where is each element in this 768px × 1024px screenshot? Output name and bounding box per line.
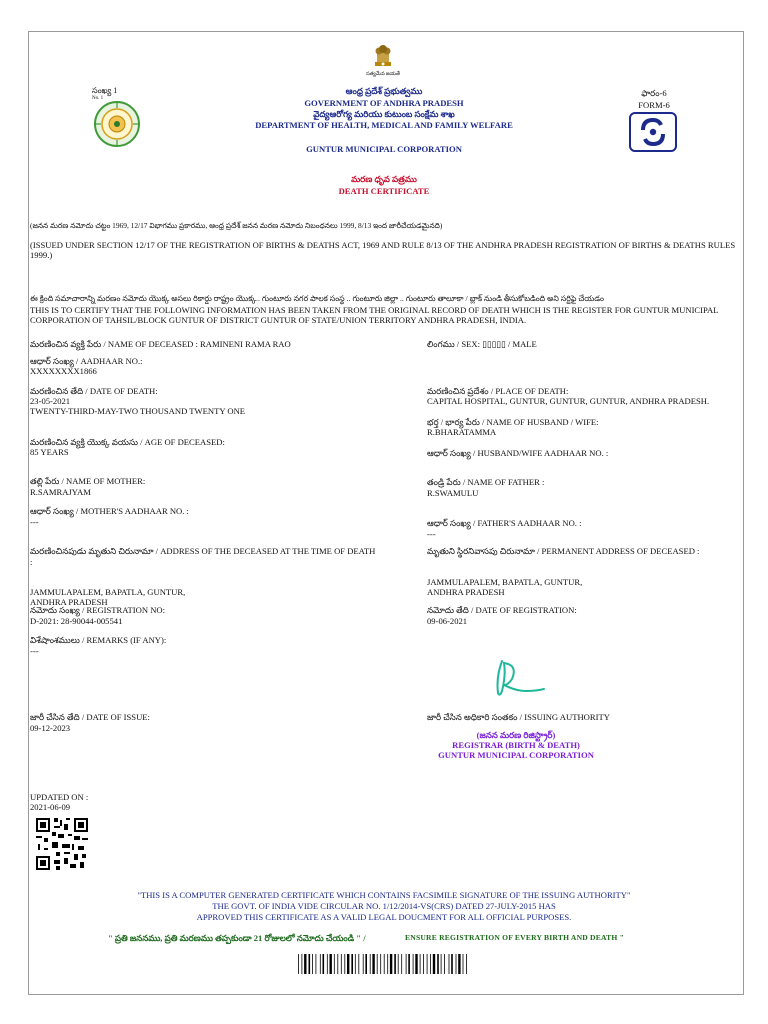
registration-date-label: నమోదు తేది / DATE OF REGISTRATION: xyxy=(427,605,577,615)
spouse-name-label: భర్త / భార్య పేరు / NAME OF HUSBAND / WIFE: xyxy=(427,417,599,427)
address-line2: ANDHRA PRADESH xyxy=(30,597,108,607)
title-english: DEATH CERTIFICATE xyxy=(338,186,430,196)
number-label: No. 1 xyxy=(92,96,104,101)
emblem-motto: సత్యమేవ జయతే xyxy=(366,72,400,77)
mother-name-value: R.SAMRAJYAM xyxy=(30,487,91,497)
age-value: 85 YEARS xyxy=(30,447,69,457)
issuing-authority-label: జారీ చేసిన అధికారి సంతకం / ISSUING AUTHORITY xyxy=(427,712,610,722)
gov-english: GOVERNMENT OF ANDHRA PRADESH xyxy=(304,98,464,108)
mother-aadhaar-value: --- xyxy=(30,517,39,527)
footer-line3: APPROVED THIS CERTIFICATE AS A VALID LEGAL DOUCMENT FOR ALL OFFICIAL PURPOSES. xyxy=(196,912,572,922)
certify-telugu: ఈ క్రింది సమాచారాన్ని మరణం నమోదు యొక్క అసలు రికార్డు రాష్ట్రం యొక్క.. గుంటూరు నగర పాలక సంస్థ .. గుంటూరు జిల్లా .. గుంటూరు తాలూకా / బ్లాక్ నుండి తీసుకోబడింది అని సర్టిఫై చేయడం xyxy=(30,294,604,303)
dept-telugu: వైద్యఆరోగ్య మరియు కుటుంబ సంక్షేమ శాఖ xyxy=(313,109,455,119)
national-emblem xyxy=(368,42,398,72)
spouse-name-value: R.BHARATAMMA xyxy=(427,427,497,437)
mother-name-label: తల్లి పేరు / NAME OF MOTHER: xyxy=(30,476,146,486)
perm-address-line1: JAMMULAPALEM, BAPATLA, GUNTUR, xyxy=(427,577,583,587)
sex-field: లింగము / SEX: ▯▯▯▯▯ / MALE xyxy=(427,339,537,349)
updated-value: 2021-06-09 xyxy=(30,802,71,812)
place-of-death-label: మరణించిన ప్రదేశం / PLACE OF DEATH: xyxy=(427,386,569,396)
mother-aadhaar-label: ఆధార్ సంఖ్య / MOTHER'S AADHAAR NO. : xyxy=(30,506,189,516)
registrar-telugu: (జనన మరణ రిజిస్ట్రార్) xyxy=(476,730,556,740)
form-telugu: ఫారం-6 xyxy=(641,88,667,98)
place-of-death-value: CAPITAL HOSPITAL, GUNTUR, GUNTUR, GUNTUR, ANDHRA PRADESH. xyxy=(427,396,710,406)
footer-line1: "THIS IS A COMPUTER GENERATED CERTIFICATE WHICH CONTAINS FACSIMILE SIGNATURE OF THE ISSUING AUTHORITY" xyxy=(137,890,631,900)
address-line1: JAMMULAPALEM, BAPATLA, GUNTUR, xyxy=(30,587,186,597)
address-colon: : xyxy=(30,557,33,567)
date-of-death-label: మరణించిన తేది / DATE OF DEATH: xyxy=(30,386,158,396)
permanent-address-label: మృతుని స్థిరనివాసపు చిరునామా / PERMANENT ADDRESS OF DECEASED : xyxy=(427,546,700,556)
title-telugu: మరణ ధృవ పత్రము xyxy=(351,174,417,184)
footer-line2: THE GOVT. OF INDIA VIDE CIRCULAR NO. 1/12/2014-VS(CRS) DATED 27-JULY-2015 HAS xyxy=(212,901,556,911)
address-label: మరణించినపుడు మృతుని చిరునామా / ADDRESS OF THE DECEASED AT THE TIME OF DEATH xyxy=(30,546,376,556)
father-name-value: R.SWAMULU xyxy=(427,488,479,498)
aadhaar-label: ఆధార్ సంఖ్య / AADHAAR NO.: xyxy=(30,356,143,366)
father-name-label: తండ్రి పేరు / NAME OF FATHER : xyxy=(427,477,545,487)
gov-telugu: ఆంధ్ర ప్రదేశ్ ప్రభుత్వము xyxy=(345,86,423,96)
qr-code xyxy=(34,816,90,872)
dept-english: DEPARTMENT OF HEALTH, MEDICAL AND FAMILY WELFARE xyxy=(255,120,513,130)
form-english: FORM-6 xyxy=(638,100,670,110)
sankhya-label: సంఖ్య 1 xyxy=(92,86,118,95)
crs-logo xyxy=(629,112,677,152)
registration-no-value: D-2021: 28-90044-005541 xyxy=(30,616,123,626)
issued-english: (ISSUED UNDER SECTION 12/17 OF THE REGISTRATION OF BIRTHS & DEATHS ACT, 1969 AND RULE 8/13 OF THE ANDHRA PRADESH REGISTRATION OF BIRTHS & DEATHS RULES 1999.) xyxy=(30,240,736,260)
age-label: మరణించిన వ్యక్తి యొక్క వయసు / AGE OF DECEASED: xyxy=(30,437,225,447)
deceased-name: మరణించిన వ్యక్తి పేరు / NAME OF DECEASED : RAMINENI RAMA RAO xyxy=(30,339,291,349)
registrar-corp: GUNTUR MUNICIPAL CORPORATION xyxy=(438,750,594,760)
date-of-death-value: 23-05-2021 xyxy=(30,396,71,406)
remarks-value: --- xyxy=(30,646,39,656)
issue-date-label: జారీ చేసిన తేది / DATE OF ISSUE: xyxy=(30,712,150,722)
perm-address-line2: ANDHRA PRADESH xyxy=(427,587,505,597)
updated-label: UPDATED ON : xyxy=(30,792,89,802)
barcode xyxy=(298,954,470,974)
slogan-english: ENSURE REGISTRATION OF EVERY BIRTH AND DEATH " xyxy=(405,933,625,942)
aadhaar-value: XXXXXXXX1866 xyxy=(30,366,97,376)
date-of-death-words: TWENTY-THIRD-MAY-TWO THOUSAND TWENTY ONE xyxy=(30,406,246,416)
ap-government-logo xyxy=(92,100,142,148)
registration-no-label: నమోదు సంఖ్య / REGISTRATION NO: xyxy=(30,605,166,615)
issue-date-value: 09-12-2023 xyxy=(30,723,71,733)
registrar-english: REGISTRAR (BIRTH & DEATH) xyxy=(452,740,580,750)
issued-telugu: (జనన మరణ నమోదు చట్టం 1969, 12/17 విభాగము ప్రకారము, ఆంధ్ర ప్రదేశ్ జనన మరణ నమోదు నిబంధనలు 1999, 8/13 ఇంద జారీచేయడమైనది) xyxy=(30,221,443,230)
father-aadhaar-label: ఆధార్ సంఖ్య / FATHER'S AADHAAR NO. : xyxy=(427,518,582,528)
certify-english: THIS IS TO CERTIFY THAT THE FOLLOWING INFORMATION HAS BEEN TAKEN FROM THE ORIGINAL RECORD OF DEATH WHICH IS THE REGISTER FOR GUNTUR MUNICIPAL CORPORATION OF TAHSIL/BLOCK GUNTUR OF DISTRICT GUNTUR OF STATE/UNION TERRITORY ANDHRA PRADESH, INDIA. xyxy=(30,305,719,325)
spouse-aadhaar-label: ఆధార్ సంఖ్య / HUSBAND/WIFE AADHAAR NO. : xyxy=(427,448,609,458)
registrar-signature xyxy=(488,655,552,701)
registration-date-value: 09-06-2021 xyxy=(427,616,468,626)
father-aadhaar-value: --- xyxy=(427,529,436,539)
slogan-telugu: " ప్రతి జననము, ప్రతి మరణము తప్పకుండా 21 రోజులలో నమోదు చేయండి " / xyxy=(108,933,366,943)
remarks-label: విశేషాంశములు / REMARKS (IF ANY): xyxy=(30,635,167,645)
corporation-name: GUNTUR MUNICIPAL CORPORATION xyxy=(306,144,462,154)
